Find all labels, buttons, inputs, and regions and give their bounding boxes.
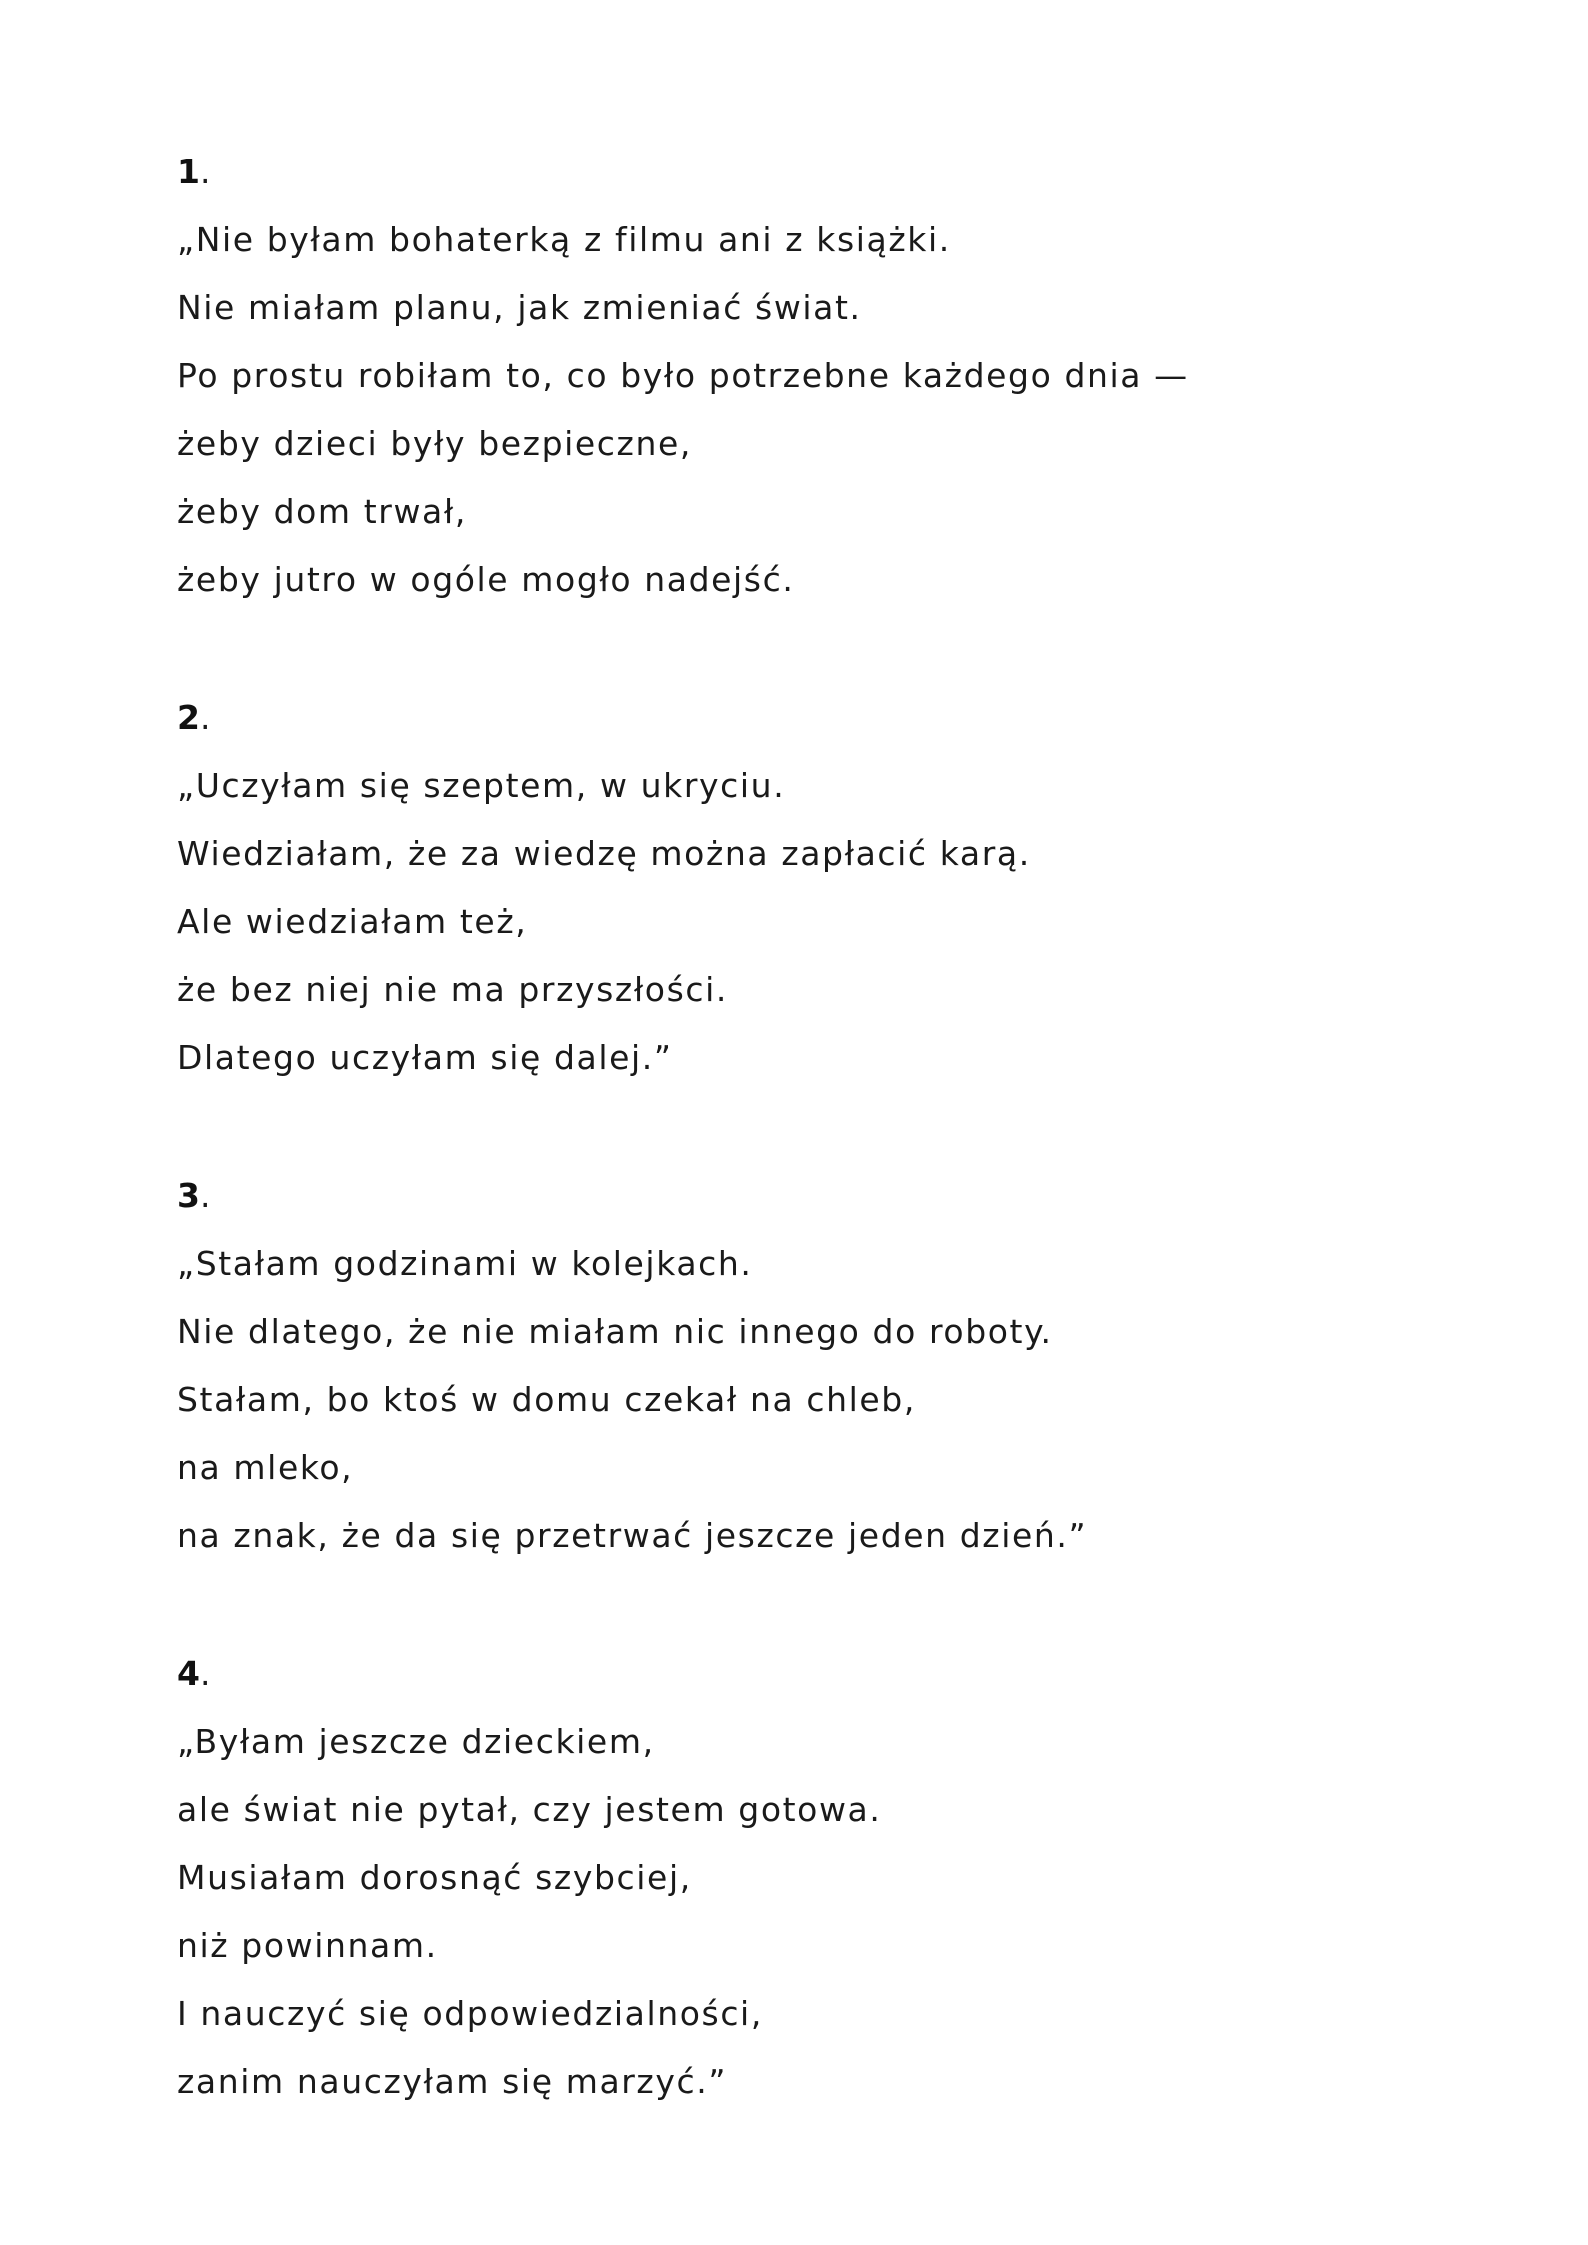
stanza-number-value: 1 (177, 152, 200, 191)
verse-line: zanim nauczyłam się marzyć.” (177, 2062, 728, 2101)
verse-line: na znak, że da się przetrwać jeszcze jeden dzień.” (177, 1516, 1088, 1555)
verse-line: Stałam, bo ktoś w domu czekał na chleb, (177, 1380, 916, 1419)
verse-line: „Nie byłam bohaterką z filmu ani z książki. (177, 220, 951, 259)
verse-line: że bez niej nie ma przyszłości. (177, 970, 728, 1009)
stanza-number-dot: . (199, 1176, 211, 1215)
verse-line: Nie miałam planu, jak zmieniać świat. (177, 288, 862, 327)
verse-line: I nauczyć się odpowiedzialności, (177, 1994, 763, 2033)
verse-line: ale świat nie pytał, czy jestem gotowa. (177, 1790, 882, 1829)
stanza-number (177, 138, 1477, 206)
verse-line: Po prostu robiłam to, co było potrzebne każdego dnia — (177, 356, 1189, 395)
verse-line: na mleko, (177, 1448, 354, 1487)
verse-line: Musiałam dorosnąć szybciej, (177, 1858, 692, 1897)
verse-line: żeby dzieci były bezpieczne, (177, 424, 692, 463)
stanza-1 (177, 138, 1477, 614)
verse-line: „Uczyłam się szeptem, w ukryciu. (177, 766, 786, 805)
verse-line: niż powinnam. (177, 1926, 438, 1965)
stanza-4 (177, 1640, 1477, 2116)
stanza-number (177, 684, 1477, 752)
verse-line: żeby dom trwał, (177, 492, 467, 531)
stanza-2 (177, 684, 1477, 1092)
stanza-3 (177, 1162, 1477, 1570)
stanza-number-value: 4 (177, 1654, 200, 1693)
verse-line: Wiedziałam, że za wiedzę można zapłacić karą. (177, 834, 1031, 873)
stanza-number (177, 1162, 1477, 1230)
verse-line: Ale wiedziałam też, (177, 902, 528, 941)
stanza-number-value: 3 (177, 1176, 200, 1215)
stanza-number-dot: . (199, 698, 211, 737)
stanza-number-dot: . (199, 152, 211, 191)
verse-line: Dlatego uczyłam się dalej.” (177, 1038, 673, 1077)
verse-line: „Byłam jeszcze dzieckiem, (177, 1722, 655, 1761)
stanza-number-value: 2 (177, 698, 200, 737)
verse-line: „Stałam godzinami w kolejkach. (177, 1244, 753, 1283)
stanza-number (177, 1640, 1477, 1708)
verse-line: żeby jutro w ogóle mogło nadejść. (177, 560, 795, 599)
stanza-number-dot: . (199, 1654, 211, 1693)
verse-line: Nie dlatego, że nie miałam nic innego do roboty. (177, 1312, 1053, 1351)
